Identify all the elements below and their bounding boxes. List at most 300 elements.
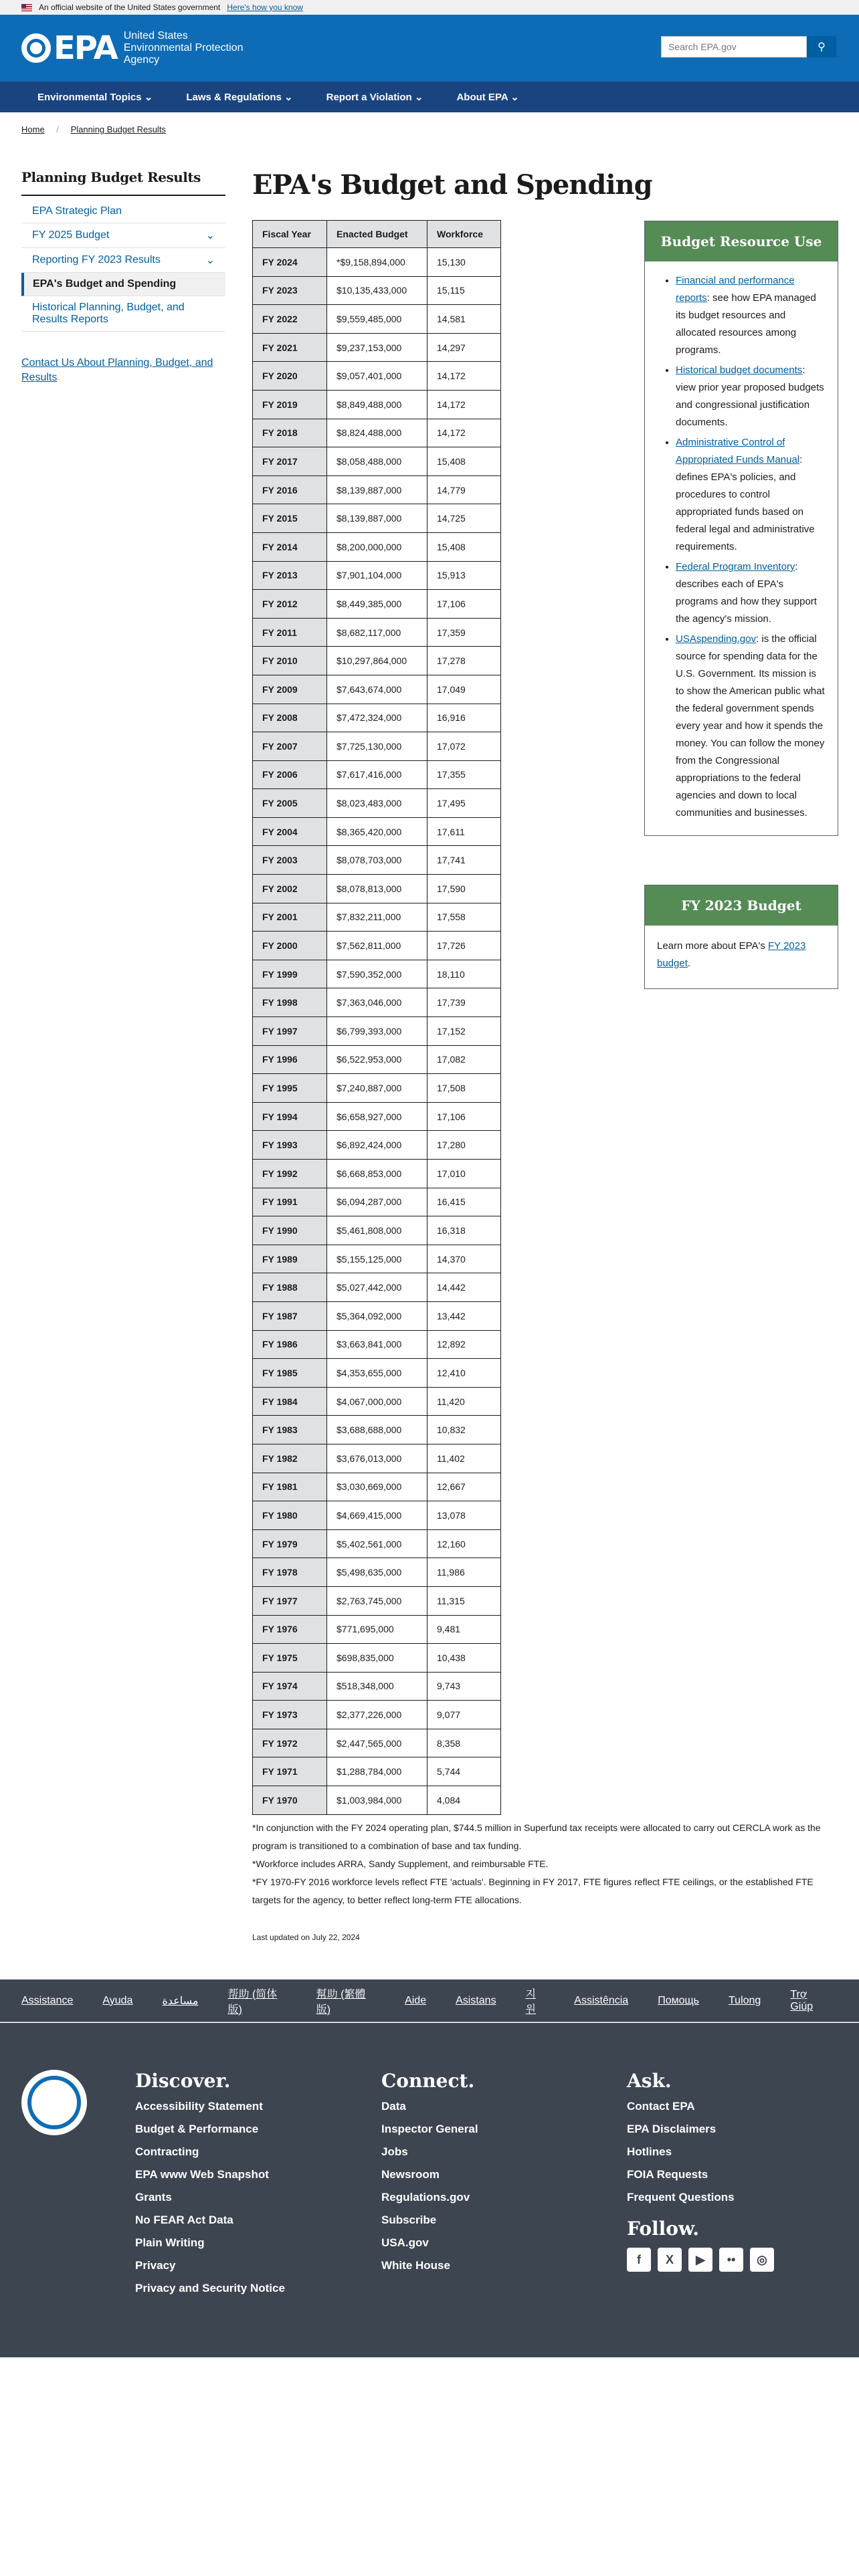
cell-budget: $7,901,104,000 bbox=[327, 561, 427, 590]
cell-workforce: 13,078 bbox=[427, 1501, 501, 1530]
footer-link[interactable]: EPA Disclaimers bbox=[627, 2123, 717, 2135]
cell-budget: $7,643,674,000 bbox=[327, 675, 427, 704]
language-link[interactable]: Ayuda bbox=[102, 1994, 133, 2006]
epa-seal-icon bbox=[21, 2070, 87, 2135]
sidebar-item-budget-spending[interactable]: EPA's Budget and Spending bbox=[21, 273, 225, 296]
cell-budget: $5,498,635,000 bbox=[327, 1558, 427, 1587]
cell-fiscal-year: FY 2004 bbox=[253, 817, 327, 846]
cell-workforce: 14,172 bbox=[427, 362, 501, 391]
search-input[interactable] bbox=[661, 36, 807, 58]
cell-fiscal-year: FY 1972 bbox=[253, 1729, 327, 1757]
table-row bbox=[253, 1245, 501, 1273]
logo-agency-name bbox=[124, 30, 244, 66]
table-row bbox=[253, 1301, 501, 1330]
cell-budget: $4,067,000,000 bbox=[327, 1387, 427, 1416]
flickr-icon[interactable]: •• bbox=[719, 2248, 743, 2272]
footnote: *In conjunction with the FY 2024 operating plan, $744.5 million in Superfund tax receipts were allocated to carry out CERCLA work as the program is transitioned to a combination of base and tax funding. bbox=[252, 1822, 821, 1851]
language-link[interactable]: 지원 bbox=[525, 1988, 537, 2016]
search-form bbox=[661, 36, 836, 58]
language-link[interactable]: Tulong bbox=[728, 1994, 761, 2006]
resource-list bbox=[645, 261, 838, 835]
table-row bbox=[253, 647, 501, 675]
cell-workforce: 14,172 bbox=[427, 419, 501, 447]
cell-fiscal-year: FY 2009 bbox=[253, 675, 327, 704]
main-nav bbox=[0, 82, 859, 112]
cell-workforce: 15,408 bbox=[427, 447, 501, 476]
contact-link[interactable]: Contact Us About Planning, Budget, and Results bbox=[21, 357, 213, 383]
table-row bbox=[253, 248, 501, 277]
cell-fiscal-year: FY 2002 bbox=[253, 875, 327, 903]
footer-link[interactable]: FOIA Requests bbox=[627, 2168, 708, 2181]
sidebar-item-historical[interactable]: Historical Planning, Budget, and Results Reports bbox=[21, 296, 225, 332]
fy2023-card bbox=[644, 885, 838, 989]
col-workforce: Workforce bbox=[427, 221, 501, 248]
resource-link[interactable]: Federal Program Inventory bbox=[676, 561, 795, 572]
cell-workforce: 12,667 bbox=[427, 1473, 501, 1501]
facebook-icon[interactable]: f bbox=[627, 2248, 651, 2272]
cell-workforce: 9,743 bbox=[427, 1672, 501, 1701]
cell-fiscal-year: FY 2011 bbox=[253, 618, 327, 647]
table-row bbox=[253, 1501, 501, 1530]
footer-connect bbox=[381, 2070, 478, 2282]
footer-link[interactable]: Jobs bbox=[381, 2145, 408, 2158]
cell-workforce: 17,495 bbox=[427, 789, 501, 818]
cell-fiscal-year: FY 1992 bbox=[253, 1160, 327, 1188]
table-row bbox=[253, 903, 501, 932]
card-title: FY 2023 Budget bbox=[645, 885, 838, 926]
cell-workforce: 14,297 bbox=[427, 333, 501, 362]
nav-environmental-topics[interactable]: Environmental Topics ⌄ bbox=[37, 92, 153, 103]
cell-budget: $8,824,488,000 bbox=[327, 419, 427, 447]
footer-link[interactable]: Budget & Performance bbox=[135, 2123, 259, 2135]
cell-workforce: 17,278 bbox=[427, 647, 501, 675]
table-row bbox=[253, 1701, 501, 1729]
table-row bbox=[253, 447, 501, 476]
table-row bbox=[253, 1330, 501, 1359]
cell-budget: $7,832,211,000 bbox=[327, 903, 427, 932]
cell-workforce: 5,744 bbox=[427, 1757, 501, 1786]
agency-line: United States bbox=[123, 30, 188, 41]
table-row bbox=[253, 732, 501, 761]
cell-fiscal-year: FY 2013 bbox=[253, 561, 327, 590]
last-updated: Last updated on July 22, 2024 bbox=[252, 1933, 360, 1942]
cell-budget: $9,237,153,000 bbox=[327, 333, 427, 362]
cell-budget: $6,658,927,000 bbox=[327, 1102, 427, 1131]
cell-budget: $7,240,887,000 bbox=[327, 1074, 427, 1103]
table-row bbox=[253, 390, 501, 419]
cell-workforce: 14,442 bbox=[427, 1273, 501, 1302]
cell-fiscal-year: FY 1987 bbox=[253, 1301, 327, 1330]
table-row bbox=[253, 1160, 501, 1188]
cell-workforce: 8,358 bbox=[427, 1729, 501, 1757]
col-fiscal-year: Fiscal Year bbox=[253, 221, 327, 248]
footer-link[interactable]: Contact EPA bbox=[627, 2100, 695, 2113]
cell-workforce: 14,370 bbox=[427, 1245, 501, 1273]
language-link[interactable]: Asistans bbox=[456, 1994, 496, 2006]
language-link[interactable]: مساعدة bbox=[162, 1995, 199, 2007]
site-footer bbox=[0, 2023, 859, 2357]
cell-fiscal-year: FY 2018 bbox=[253, 419, 327, 447]
cell-fiscal-year: FY 2022 bbox=[253, 305, 327, 334]
footer-link[interactable]: EPA www Web Snapshot bbox=[135, 2168, 269, 2181]
cell-workforce: 17,558 bbox=[427, 903, 501, 932]
table-row bbox=[253, 532, 501, 561]
table-row bbox=[253, 590, 501, 619]
table-row bbox=[253, 1017, 501, 1046]
cell-budget: $7,363,046,000 bbox=[327, 988, 427, 1017]
cell-fiscal-year: FY 1979 bbox=[253, 1529, 327, 1558]
cell-fiscal-year: FY 2015 bbox=[253, 504, 327, 533]
table-row bbox=[253, 1473, 501, 1501]
cell-budget: $771,695,000 bbox=[327, 1615, 427, 1644]
cell-fiscal-year: FY 2008 bbox=[253, 704, 327, 732]
cell-workforce: 17,359 bbox=[427, 618, 501, 647]
social-links bbox=[627, 2248, 774, 2272]
cell-fiscal-year: FY 1995 bbox=[253, 1074, 327, 1103]
cell-workforce: 17,010 bbox=[427, 1160, 501, 1188]
cell-fiscal-year: FY 1996 bbox=[253, 1045, 327, 1074]
cell-workforce: 17,611 bbox=[427, 817, 501, 846]
cell-workforce: 16,318 bbox=[427, 1216, 501, 1245]
cell-workforce: 17,152 bbox=[427, 1017, 501, 1046]
footer-ask bbox=[627, 2070, 774, 2272]
cell-workforce: 12,892 bbox=[427, 1330, 501, 1359]
cell-workforce: 16,415 bbox=[427, 1188, 501, 1216]
cell-budget: *$9,158,894,000 bbox=[327, 248, 427, 277]
breadcrumb-planning[interactable]: Planning Budget Results bbox=[70, 124, 166, 134]
cell-budget: $5,364,092,000 bbox=[327, 1301, 427, 1330]
resource-link[interactable]: USAspending.gov bbox=[676, 633, 757, 645]
cell-fiscal-year: FY 1984 bbox=[253, 1387, 327, 1416]
cell-workforce: 16,916 bbox=[427, 704, 501, 732]
nav-about-epa[interactable]: About EPA ⌄ bbox=[456, 92, 519, 103]
footer-link[interactable]: Contracting bbox=[135, 2145, 199, 2158]
cell-workforce: 11,420 bbox=[427, 1387, 501, 1416]
cell-workforce: 17,280 bbox=[427, 1131, 501, 1160]
sidebar-title: Planning Budget Results bbox=[21, 169, 225, 196]
footer-heading: Connect. bbox=[381, 2070, 475, 2092]
table-row bbox=[253, 1216, 501, 1245]
search-button[interactable] bbox=[807, 36, 836, 58]
cell-workforce: 17,049 bbox=[427, 675, 501, 704]
cell-fiscal-year: FY 2000 bbox=[253, 932, 327, 960]
table-row bbox=[253, 276, 501, 305]
logo-epa-text: EPA bbox=[54, 29, 117, 67]
gov-banner bbox=[0, 0, 859, 15]
cell-workforce: 17,355 bbox=[427, 760, 501, 789]
cell-budget: $8,058,488,000 bbox=[327, 447, 427, 476]
resource-description: : is the official source for spending data for the U.S. Government. Its mission is to show the American public what the federal government spends every year and how it spends the money. You can follow the money from the Congressional appropriations to the federal agencies and down to local communities and businesses. bbox=[676, 633, 825, 819]
footnote: *Workforce includes ARRA, Sandy Supplement, and reimbursable FTE. bbox=[252, 1858, 549, 1869]
cell-budget: $1,288,784,000 bbox=[327, 1757, 427, 1786]
cell-fiscal-year: FY 1988 bbox=[253, 1273, 327, 1302]
col-enacted-budget: Enacted Budget bbox=[327, 221, 427, 248]
resource-item bbox=[676, 362, 826, 431]
chevron-down-icon: ⌄ bbox=[144, 92, 153, 103]
cell-budget: $1,003,984,000 bbox=[327, 1786, 427, 1815]
cell-workforce: 14,725 bbox=[427, 504, 501, 533]
cell-budget: $10,135,433,000 bbox=[327, 276, 427, 305]
agency-line: Agency bbox=[123, 54, 160, 66]
cell-fiscal-year: FY 1986 bbox=[253, 1330, 327, 1359]
breadcrumb bbox=[21, 124, 166, 134]
footer-link[interactable]: Data bbox=[381, 2100, 406, 2113]
site-header bbox=[0, 15, 859, 82]
cell-fiscal-year: FY 1989 bbox=[253, 1245, 327, 1273]
cell-fiscal-year: FY 1978 bbox=[253, 1558, 327, 1587]
table-row bbox=[253, 704, 501, 732]
cell-budget: $8,849,488,000 bbox=[327, 390, 427, 419]
language-link[interactable]: Trợ Giúp bbox=[790, 1988, 814, 2012]
cell-fiscal-year: FY 2006 bbox=[253, 760, 327, 789]
cell-workforce: 10,832 bbox=[427, 1416, 501, 1444]
language-bar bbox=[0, 1979, 859, 2022]
epa-flower-icon bbox=[21, 33, 51, 63]
resource-item bbox=[676, 558, 826, 628]
x-icon[interactable]: X bbox=[658, 2248, 682, 2272]
epa-logo[interactable] bbox=[21, 29, 243, 67]
footer-link[interactable]: Inspector General bbox=[381, 2123, 478, 2135]
cell-workforce: 17,508 bbox=[427, 1074, 501, 1103]
cell-fiscal-year: FY 1981 bbox=[253, 1473, 327, 1501]
cell-fiscal-year: FY 1985 bbox=[253, 1359, 327, 1388]
table-row bbox=[253, 362, 501, 391]
footer-link[interactable]: USA.gov bbox=[381, 2236, 429, 2249]
cell-budget: $8,682,117,000 bbox=[327, 618, 427, 647]
table-row bbox=[253, 475, 501, 504]
cell-budget: $8,365,420,000 bbox=[327, 817, 427, 846]
cell-fiscal-year: FY 1982 bbox=[253, 1444, 327, 1473]
sidebar-item-fy2025[interactable]: FY 2025 Budget ⌄ bbox=[21, 223, 225, 248]
cell-fiscal-year: FY 1983 bbox=[253, 1416, 327, 1444]
agency-line: Environmental Protection bbox=[123, 42, 244, 53]
language-link[interactable]: Помощь bbox=[658, 1994, 699, 2006]
cell-workforce: 14,581 bbox=[427, 305, 501, 334]
table-row bbox=[253, 419, 501, 447]
cell-workforce: 9,481 bbox=[427, 1615, 501, 1644]
cell-budget: $6,522,953,000 bbox=[327, 1045, 427, 1074]
footer-link[interactable]: Hotlines bbox=[627, 2145, 672, 2158]
table-row bbox=[253, 932, 501, 960]
table-row bbox=[253, 675, 501, 704]
cell-workforce: 17,072 bbox=[427, 732, 501, 761]
cell-fiscal-year: FY 1990 bbox=[253, 1216, 327, 1245]
cell-budget: $698,835,000 bbox=[327, 1644, 427, 1673]
cell-fiscal-year: FY 2023 bbox=[253, 276, 327, 305]
cell-workforce: 10,438 bbox=[427, 1644, 501, 1673]
cell-workforce: 4,084 bbox=[427, 1786, 501, 1815]
cell-fiscal-year: FY 2017 bbox=[253, 447, 327, 476]
table-row bbox=[253, 1045, 501, 1074]
cell-workforce: 14,779 bbox=[427, 475, 501, 504]
cell-budget: $8,139,887,000 bbox=[327, 475, 427, 504]
nav-report-violation[interactable]: Report a Violation ⌄ bbox=[326, 92, 423, 103]
cell-fiscal-year: FY 1977 bbox=[253, 1586, 327, 1615]
table-row bbox=[253, 1359, 501, 1388]
budget-table bbox=[252, 220, 501, 1815]
cell-fiscal-year: FY 2010 bbox=[253, 647, 327, 675]
footer-link[interactable]: Privacy and Security Notice bbox=[135, 2282, 285, 2294]
table-row bbox=[253, 1102, 501, 1131]
footer-link[interactable]: Frequent Questions bbox=[627, 2191, 735, 2204]
table-row bbox=[253, 561, 501, 590]
cell-budget: $6,799,393,000 bbox=[327, 1017, 427, 1046]
resource-item bbox=[676, 434, 826, 556]
cell-fiscal-year: FY 1974 bbox=[253, 1672, 327, 1701]
cell-budget: $6,668,853,000 bbox=[327, 1160, 427, 1188]
cell-budget: $7,617,416,000 bbox=[327, 760, 427, 789]
cell-workforce: 13,442 bbox=[427, 1301, 501, 1330]
table-row bbox=[253, 1387, 501, 1416]
cell-budget: $4,353,655,000 bbox=[327, 1359, 427, 1388]
fy2023-text: Learn more about EPA's FY 2023 budget. bbox=[657, 940, 806, 969]
resource-description: : see how EPA managed its budget resources and allocated resources among programs. bbox=[676, 292, 816, 356]
cell-workforce: 15,115 bbox=[427, 276, 501, 305]
cell-budget: $3,663,841,000 bbox=[327, 1330, 427, 1359]
footer-link[interactable]: No FEAR Act Data bbox=[135, 2214, 233, 2226]
instagram-icon[interactable]: ◎ bbox=[750, 2248, 774, 2272]
cell-workforce: 12,410 bbox=[427, 1359, 501, 1388]
cell-budget: $8,449,385,000 bbox=[327, 590, 427, 619]
cell-fiscal-year: FY 2019 bbox=[253, 390, 327, 419]
cell-fiscal-year: FY 1970 bbox=[253, 1786, 327, 1815]
cell-budget: $7,590,352,000 bbox=[327, 960, 427, 988]
table-row bbox=[253, 1444, 501, 1473]
cell-budget: $518,348,000 bbox=[327, 1672, 427, 1701]
cell-workforce: 15,130 bbox=[427, 248, 501, 277]
cell-fiscal-year: FY 1997 bbox=[253, 1017, 327, 1046]
cell-workforce: 11,402 bbox=[427, 1444, 501, 1473]
table-row bbox=[253, 1586, 501, 1615]
language-link[interactable]: Assistance bbox=[21, 1994, 74, 2006]
cell-fiscal-year: FY 1973 bbox=[253, 1701, 327, 1729]
cell-budget: $7,562,811,000 bbox=[327, 932, 427, 960]
cell-fiscal-year: FY 1976 bbox=[253, 1615, 327, 1644]
language-link[interactable]: 帮助 (简体版) bbox=[227, 1988, 278, 2016]
table-row bbox=[253, 1188, 501, 1216]
footer-link[interactable]: Privacy bbox=[135, 2259, 176, 2272]
footer-link[interactable]: Regulations.gov bbox=[381, 2191, 470, 2204]
youtube-icon[interactable]: ▶ bbox=[688, 2248, 712, 2272]
cell-workforce: 17,726 bbox=[427, 932, 501, 960]
cell-workforce: 15,408 bbox=[427, 532, 501, 561]
footer-heading: Follow. bbox=[627, 2218, 700, 2240]
sidebar-item-strategic-plan[interactable]: EPA Strategic Plan bbox=[21, 200, 225, 223]
table-row bbox=[253, 1529, 501, 1558]
page-title: EPA's Budget and Spending bbox=[252, 169, 652, 201]
cell-fiscal-year: FY 2024 bbox=[253, 248, 327, 277]
table-row bbox=[253, 988, 501, 1017]
cell-workforce: 17,106 bbox=[427, 1102, 501, 1131]
cell-workforce: 12,160 bbox=[427, 1529, 501, 1558]
resource-link[interactable]: Administrative Control of Appropriated Funds Manual bbox=[676, 437, 800, 465]
how-you-know-link[interactable]: Here's how you know bbox=[227, 3, 303, 12]
cell-budget: $5,155,125,000 bbox=[327, 1245, 427, 1273]
footer-link[interactable]: Subscribe bbox=[381, 2214, 437, 2226]
sidebar-item-reporting[interactable]: Reporting FY 2023 Results ⌄ bbox=[21, 248, 225, 273]
cell-budget: $8,200,000,000 bbox=[327, 532, 427, 561]
cell-workforce: 11,986 bbox=[427, 1558, 501, 1587]
cell-fiscal-year: FY 1998 bbox=[253, 988, 327, 1017]
table-row bbox=[253, 817, 501, 846]
resource-item bbox=[676, 631, 826, 822]
footer-link[interactable]: Newsroom bbox=[381, 2168, 440, 2181]
cell-budget: $6,094,287,000 bbox=[327, 1188, 427, 1216]
footer-heading: Discover. bbox=[135, 2070, 231, 2092]
chevron-down-icon[interactable]: ⌄ bbox=[205, 230, 215, 241]
cell-budget: $8,078,813,000 bbox=[327, 875, 427, 903]
cell-budget: $5,402,561,000 bbox=[327, 1529, 427, 1558]
resource-link[interactable]: Financial and performance reports bbox=[676, 275, 795, 304]
cell-workforce: 18,110 bbox=[427, 960, 501, 988]
cell-fiscal-year: FY 1975 bbox=[253, 1644, 327, 1673]
table-row bbox=[253, 1729, 501, 1757]
budget-resource-card bbox=[644, 221, 838, 836]
resource-description: : defines EPA's policies, and procedures to control appropriated funds based on federal legal and administrative requirements. bbox=[676, 454, 815, 552]
footer-link[interactable]: Grants bbox=[135, 2191, 172, 2204]
cell-budget: $7,472,324,000 bbox=[327, 704, 427, 732]
table-row bbox=[253, 1416, 501, 1444]
breadcrumb-separator: / bbox=[56, 124, 59, 134]
sidebar bbox=[21, 169, 225, 385]
table-row bbox=[253, 1672, 501, 1701]
cell-budget: $7,725,130,000 bbox=[327, 732, 427, 761]
breadcrumb-home[interactable]: Home bbox=[21, 124, 45, 134]
cell-workforce: 17,739 bbox=[427, 988, 501, 1017]
cell-fiscal-year: FY 2021 bbox=[253, 333, 327, 362]
footer-heading: Ask. bbox=[627, 2070, 672, 2092]
cell-fiscal-year: FY 1999 bbox=[253, 960, 327, 988]
footer-link[interactable]: Accessibility Statement bbox=[135, 2100, 263, 2113]
table-row bbox=[253, 1558, 501, 1587]
language-link[interactable]: Assistência bbox=[574, 1994, 629, 2006]
cell-budget: $2,447,565,000 bbox=[327, 1729, 427, 1757]
table-row bbox=[253, 1273, 501, 1302]
footnote: *FY 1970-FY 2016 workforce levels reflect FTE 'actuals'. Beginning in FY 2017, FTE figures reflect FTE ceilings, or the established FTE targets for the agency, to better reflect long-term FTE allocations. bbox=[252, 1876, 814, 1905]
table-row bbox=[253, 760, 501, 789]
cell-workforce: 9,077 bbox=[427, 1701, 501, 1729]
cell-fiscal-year: FY 1993 bbox=[253, 1131, 327, 1160]
cell-budget: $2,377,226,000 bbox=[327, 1701, 427, 1729]
table-row bbox=[253, 1644, 501, 1673]
table-row bbox=[253, 1615, 501, 1644]
footer-link[interactable]: White House bbox=[381, 2259, 450, 2272]
resource-description: : view prior year proposed budgets and congressional justification documents. bbox=[676, 364, 824, 428]
cell-workforce: 11,315 bbox=[427, 1586, 501, 1615]
cell-fiscal-year: FY 1971 bbox=[253, 1757, 327, 1786]
chevron-down-icon[interactable]: ⌄ bbox=[205, 255, 215, 266]
nav-laws-regulations[interactable]: Laws & Regulations ⌄ bbox=[186, 92, 293, 103]
chevron-down-icon: ⌄ bbox=[510, 92, 519, 103]
footer-link[interactable]: Plain Writing bbox=[135, 2236, 205, 2249]
chevron-down-icon: ⌄ bbox=[284, 92, 293, 103]
language-link[interactable]: Aide bbox=[405, 1994, 427, 2006]
cell-budget: $8,078,703,000 bbox=[327, 846, 427, 875]
cell-budget: $3,688,688,000 bbox=[327, 1416, 427, 1444]
cell-budget: $10,297,864,000 bbox=[327, 647, 427, 675]
fy2023-link[interactable]: FY 2023 budget bbox=[657, 940, 806, 969]
cell-workforce: 17,106 bbox=[427, 590, 501, 619]
table-row bbox=[253, 1131, 501, 1160]
resource-link[interactable]: Historical budget documents bbox=[676, 364, 803, 376]
language-link[interactable]: 幫助 (繁體版) bbox=[316, 1988, 366, 2016]
us-flag-icon bbox=[21, 4, 32, 11]
cell-workforce: 17,741 bbox=[427, 846, 501, 875]
cell-fiscal-year: FY 1991 bbox=[253, 1188, 327, 1216]
cell-fiscal-year: FY 2016 bbox=[253, 475, 327, 504]
table-row bbox=[253, 618, 501, 647]
table-row bbox=[253, 789, 501, 818]
